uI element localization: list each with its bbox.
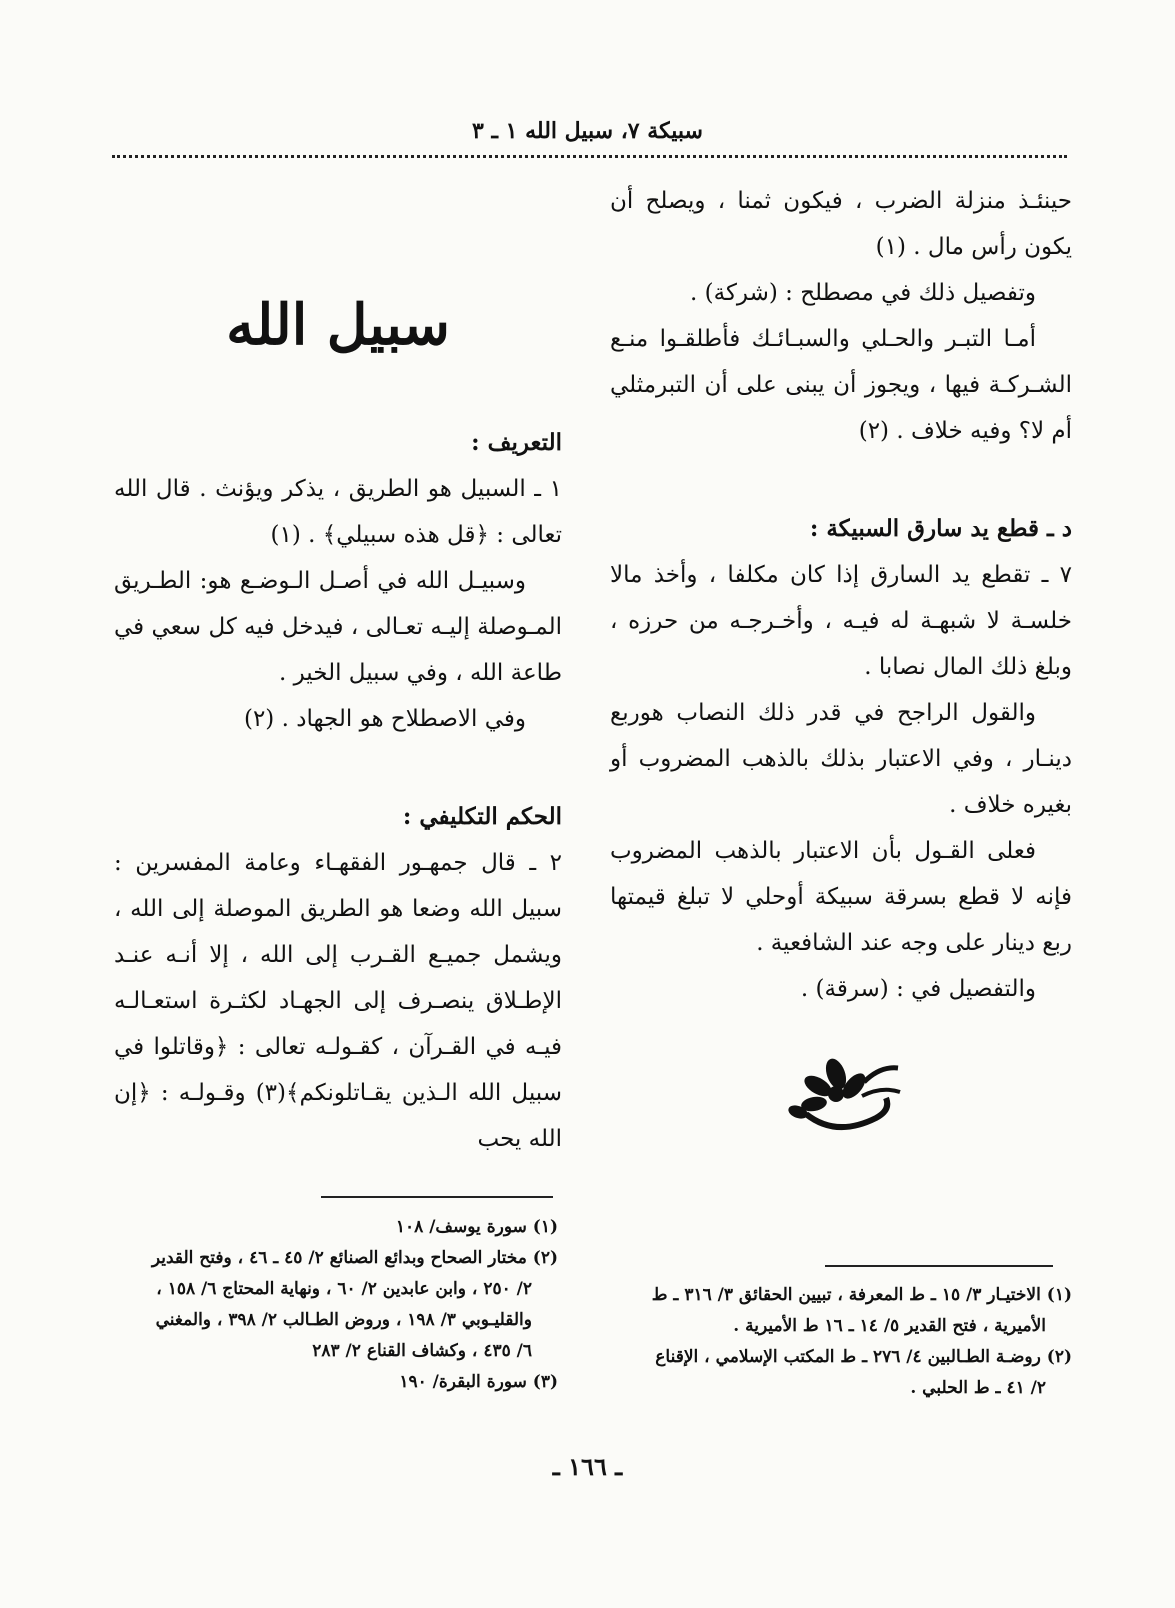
floral-ornament-icon	[776, 1052, 906, 1142]
paragraph: أمـا التبـر والحـلي والسبـائـك فأطلقـوا منـع الشـركـة فيها ، ويجوز أن يبنى على أن التبرمثلي أم لا؟ وفيه خلاف . (٢)	[610, 326, 1072, 444]
paragraph: وتفصيل ذلك في مصطلح : (شركة) .	[690, 280, 1036, 306]
spacer	[114, 742, 562, 766]
footnote-continuation: والقليـوبي ٣/ ١٩٨ ، وروض الطـالب ٢/ ٣٩٨ ، والمغني	[155, 1310, 532, 1330]
paragraph: وفي الاصطلاح هو الجهاد . (٢)	[243, 706, 526, 732]
page-number: ـ ١٦٦ ـ	[552, 1452, 623, 1481]
entry-title: سبيل الله	[226, 292, 450, 358]
paragraph: حينئـذ منزلة الضرب ، فيكون ثمنا ، ويصلح أن يكون رأس مال . (١)	[610, 188, 1072, 260]
footnote: (٣) سورة البقرة/ ١٩٠	[399, 1372, 558, 1392]
left-column	[114, 160, 562, 1162]
paragraph: وسبيـل الله في أصـل الـوضـع هو: الطـريق المـوصلة إليـه تعـالى ، فيدخل فيه كل سعي في طاعة الله ، وفي سبيل الخير .	[114, 568, 562, 686]
footnote-rule-left	[321, 1196, 553, 1198]
paragraph: ١ ـ السبيل هو الطريق ، يذكر ويؤنث . قال الله تعالى : ﴿قل هذه سبيلي﴾ . (١)	[114, 476, 562, 548]
footnote: (٢) مختار الصحاح وبدائع الصنائع ٢/ ٤٥ ـ ٤٦ ، وفتح القدير	[151, 1248, 558, 1268]
paragraph: والقول الراجح في قدر ذلك النصاب هوربع دينـار ، وفي الاعتبار بذلك بالذهب المضروب أو بغيره خلاف .	[610, 700, 1072, 818]
running-header: سبيكة ٧، سبيل الله ١ ـ ٣	[472, 118, 703, 144]
section-heading: التعريف :	[471, 429, 562, 456]
footnote-continuation: الأميرية ، فتح القدير ٥/ ١٤ ـ ١٦ ط الأميرية .	[733, 1316, 1046, 1336]
section-heading: الحكم التكليفي :	[402, 803, 562, 830]
footnote: (١) الاختيـار ٣/ ١٥ ـ ط المعرفة ، تبيين الحقائق ٣/ ٣١٦ ـ ط	[651, 1285, 1072, 1305]
header-dotted-rule	[112, 155, 1067, 158]
paragraph: ٧ ـ تقطع يد السارق إذا كان مكلفا ، وأخذ مالا خلسـة لا شبهـة له فيـه ، وأخـرجـه من حرزه ، وبلغ ذلك المال نصابا .	[610, 562, 1072, 680]
right-column	[610, 178, 1072, 1142]
footnote: (١) سورة يوسف/ ١٠٨	[395, 1217, 558, 1237]
spacer	[610, 454, 1072, 478]
paragraph: ٢ ـ قال جمهـور الفقهـاء وعامة المفسرين : سبيل الله وضعا هو الطريق الموصلة إلى الله ، ويشمل جميـع القـرب إلى الله ، إلا أنـه عنـد الإطـلاق ينصـرف إلى الجهـاد لكثـرة استعـالـه فيـه في القـرآن ، كقـولـه تعالى : ﴿وقاتلوا في سبيل الله الـذين يقـاتلونكم﴾(٣) وقـولـه : ﴿إن الله يحب	[114, 850, 562, 1152]
footnote-rule-right	[825, 1265, 1053, 1267]
section-heading: د ـ قطع يد سارق السبيكة :	[809, 515, 1072, 542]
footnotes-left	[113, 1212, 558, 1398]
footnote-continuation: ٦/ ٤٣٥ ، وكشاف القناع ٢/ ٢٨٣	[312, 1341, 532, 1361]
paragraph: والتفصيل في : (سرقة) .	[800, 976, 1036, 1002]
footnote: (٢) روضـة الطـالبين ٤/ ٢٧٦ ـ ط المكتب الإسلامي ، الإقناع	[655, 1347, 1072, 1367]
footnotes-right	[602, 1280, 1072, 1404]
footnote-continuation: ٢/ ٢٥٠ ، وابن عابدين ٢/ ٦٠ ، ونهاية المحتاج ٦/ ١٥٨ ،	[156, 1279, 532, 1299]
footnote-continuation: ٢/ ٤١ ـ ط الحلبي .	[910, 1378, 1046, 1398]
paragraph: فعلى القـول بأن الاعتبار بالذهب المضروب فإنه لا قطع بسرقة سبيكة أوحلي لا تبلغ قيمتها ربع دينار على وجه عند الشافعية .	[610, 838, 1072, 956]
